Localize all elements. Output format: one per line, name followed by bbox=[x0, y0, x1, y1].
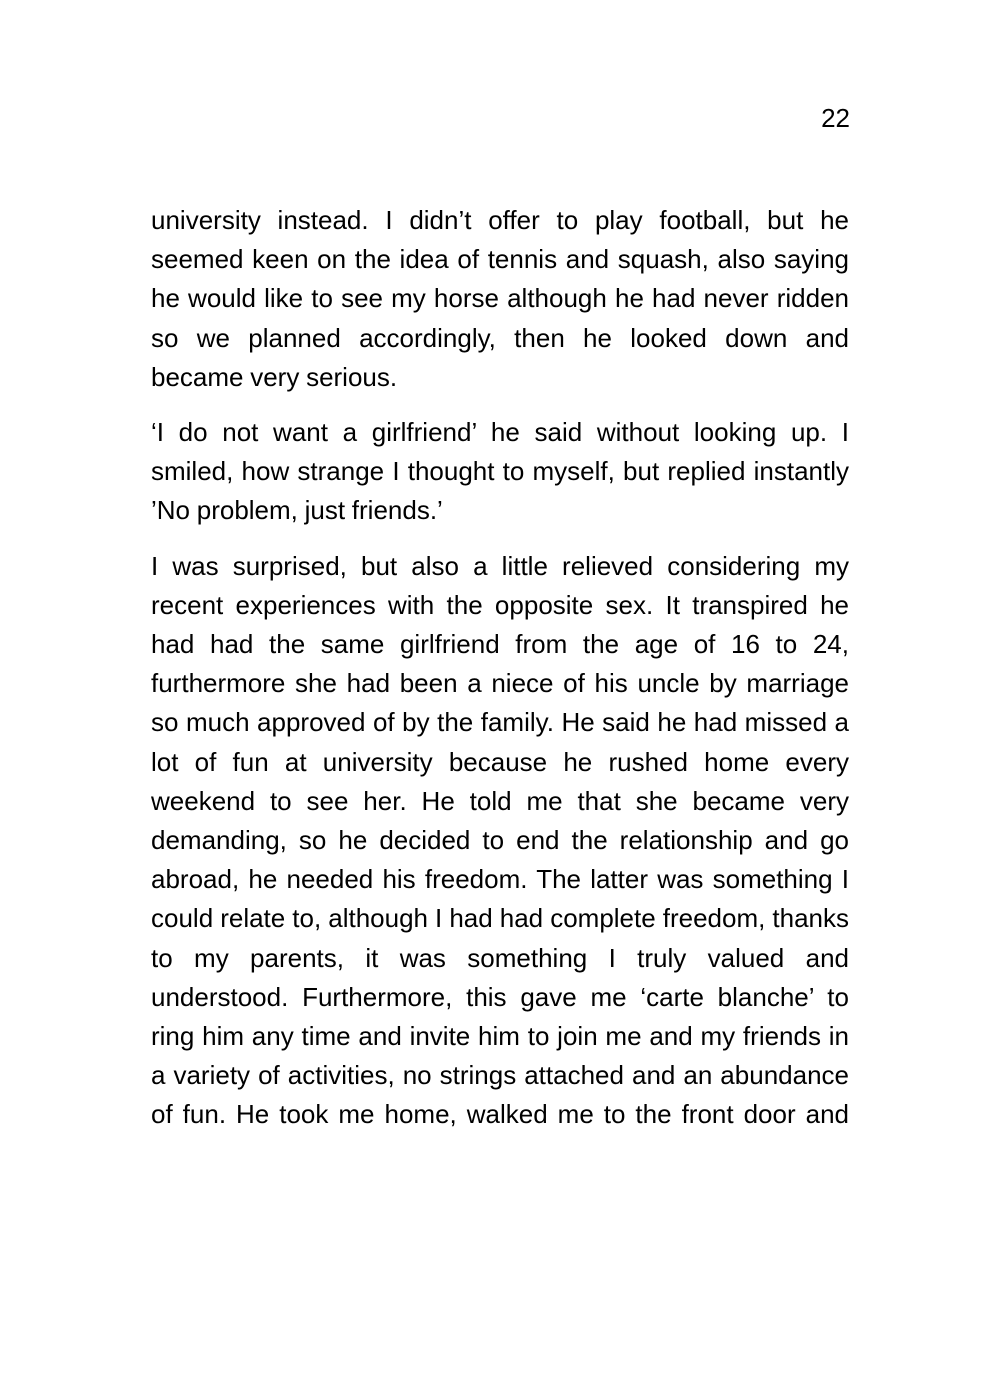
paragraph: university instead. I didn’t offer to play football, but he seemed keen on the idea of tennis and squash, also saying he would like to see my horse although he had never ridden so we planned accordingly, then he looked down and became very serious. bbox=[151, 205, 849, 392]
body-text bbox=[151, 201, 849, 1151]
paragraph: ‘I do not want a girlfriend’ he said without looking up. I smiled, how strange I thought to myself, but replied instantly ’No problem, just friends.’ bbox=[151, 417, 849, 526]
paragraph: I was surprised, but also a little relieved considering my recent experiences with the opposite sex. It transpired he had had the same girlfriend from the age of 16 to 24, furthermore she had been a niece of his uncle by marriage so much approved of by the family. He said he had missed a lot of fun at university because he rushed home every weekend to see her. He told me that she became very demanding, so he decided to end the relationship and go abroad, he needed his freedom. The latter was something I could relate to, although I had had complete freedom, thanks to my parents, it was something I truly valued and understood. Furthermore, this gave me ‘carte blanche’ to ring him any time and invite him to join me and my friends in a variety of activities, no strings attached and an abundance of fun. He took me home, walked me to the front door and bbox=[151, 550, 849, 1130]
page-number: 22 bbox=[821, 103, 850, 133]
